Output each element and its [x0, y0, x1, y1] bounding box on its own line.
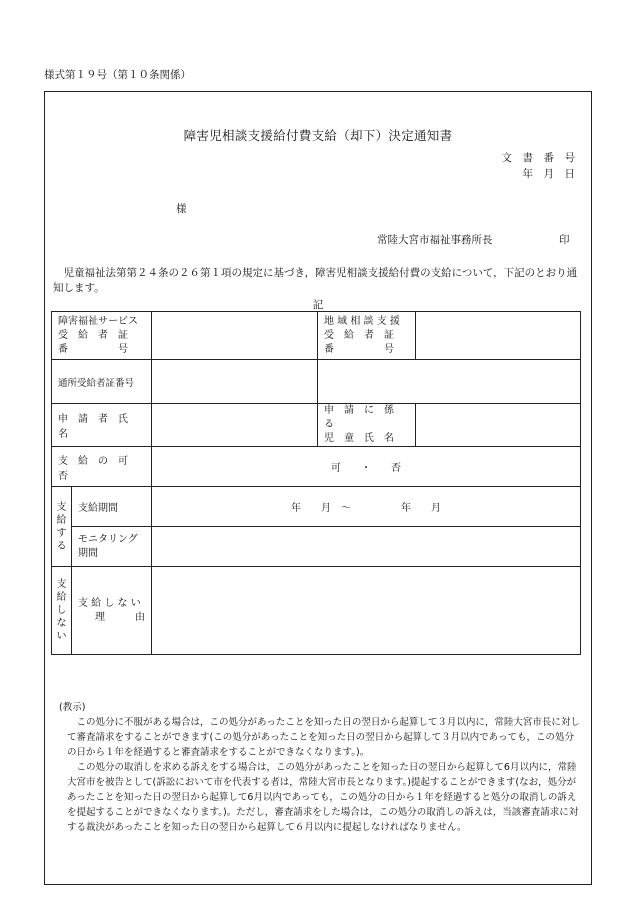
- approval-label: 支 給 の 可 否: [52, 447, 152, 487]
- community-cert-number-field[interactable]: [416, 312, 581, 360]
- monitoring-period-field[interactable]: [152, 527, 581, 567]
- seal-mark: 印: [559, 234, 570, 246]
- notes-heading: (教示): [59, 702, 86, 713]
- instruction-notes: [59, 700, 583, 835]
- notes-paragraph-2: この処分の取消しを求める訴えをする場合は，この処分があったことを知った日の翌日から起算して6月以内に，常陸大宮市を被告として(訴訟において市を代表する者は，常陸大宮市長となります。)提起することができます(なお，処分があったことを知った日の翌日から起算して6月以内であっても，この処分の日から１年を経過すると処分の取消しの訴えを提起することができなくなります。)。ただし，審査請求をした場合は，この処分の取消しの訴えは，当該審査請求に対する裁決があったことを知った日の翌日から起算して６月以内に提起しなければなりません。: [67, 762, 579, 833]
- day-service-cert-number-field[interactable]: [152, 360, 318, 404]
- decision-table: [51, 311, 581, 655]
- child-name-label: 申 請 に 係 る 児 童 氏 名: [318, 404, 416, 447]
- service-cert-label: 障害福祉サービス 受 給 者 証 番 号: [52, 312, 152, 360]
- service-cert-number-field[interactable]: [152, 312, 318, 360]
- body-text: 児童福祉法第第２４条の２６第１項の規定に基づき，障害児相談支援給付費の支給について，下記のとおり通知します。: [53, 267, 578, 294]
- grant-period-label: 支給期間: [72, 487, 152, 527]
- child-name-field[interactable]: [416, 404, 581, 447]
- applicant-name-label: 申 請 者 氏 名: [52, 404, 152, 447]
- notes-paragraph-1: この処分に不服がある場合は，この処分があったことを知った日の翌日から起算して３月以内に，常陸大宮市長に対して審査請求をすることができます(この処分があったことを知った日の翌日から起算して３月以内であっても，この処分の日から１年を経過すると審査請求をすることができなくなります。)。: [67, 717, 580, 758]
- ki-heading: 記: [312, 299, 324, 311]
- nogrant-reason-field[interactable]: [152, 567, 581, 655]
- sender-name: 常陸大宮市福祉事務所長: [377, 234, 493, 246]
- nogrant-group-label: 支 給 し な い: [52, 567, 72, 655]
- applicant-name-field[interactable]: [152, 404, 318, 447]
- addressee-suffix: 様: [176, 203, 187, 215]
- community-cert-label: 地 域 相 談 支 援 受 給 者 証 番 号: [318, 312, 416, 360]
- empty-cell: [318, 360, 581, 404]
- nogrant-reason-label: 支 給 し な い 理 由: [72, 567, 152, 655]
- document-frame: [44, 91, 592, 885]
- date-label: 年 月 日: [522, 168, 575, 180]
- document-title: 障害児相談支援給付費支給（却下）決定通知書: [183, 128, 453, 143]
- document-number-label: 文 書 番 号: [501, 152, 575, 164]
- monitoring-period-label: モニタリング 期間: [72, 527, 152, 567]
- grant-group-label: 支 給 す る: [52, 487, 72, 567]
- day-service-cert-label: 通所受給者証番号: [52, 360, 152, 404]
- form-number: 様式第１９号（第１０条関係）: [44, 69, 191, 81]
- approval-value[interactable]: 可 ・ 否: [152, 447, 581, 487]
- grant-period-value[interactable]: 年 月 〜 年 月: [152, 487, 581, 527]
